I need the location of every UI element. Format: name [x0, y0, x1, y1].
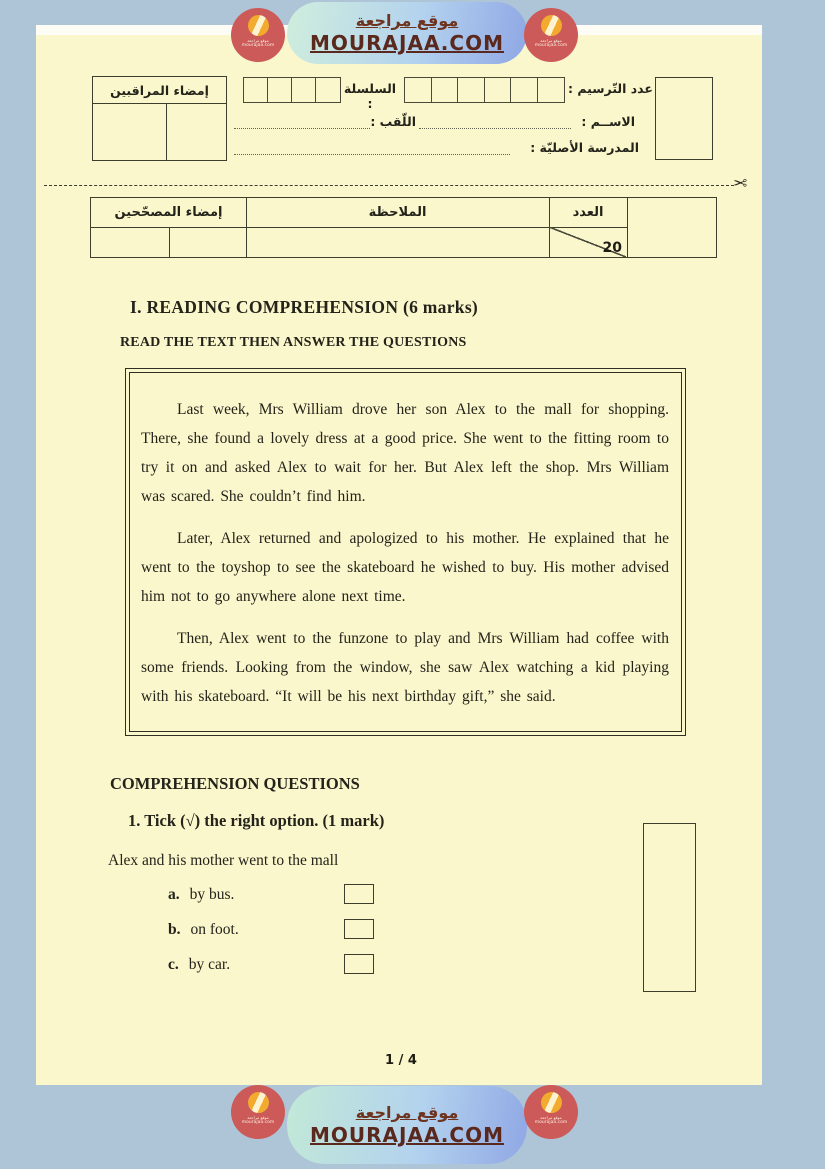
question-1-stem: Alex and his mother went to the mall: [108, 852, 339, 869]
site-logo-text-arabic: موقع مراجعة: [540, 38, 562, 43]
top-banner-site-name-arabic[interactable]: موقع مراجعة: [355, 11, 459, 30]
scissors-icon: ✂: [733, 174, 748, 194]
graders-signature-cell-divider: [169, 227, 170, 257]
series-number-boxes: [243, 77, 341, 103]
registration-number-boxes: [404, 77, 565, 103]
top-site-banner: [287, 2, 527, 64]
site-logo-bottom-left: [231, 1085, 285, 1139]
tickbox-option-b[interactable]: [344, 919, 374, 939]
supervisors-signature-cells: [93, 104, 226, 160]
site-logo-book-icon: [541, 15, 562, 36]
series-box-cell: [244, 78, 268, 102]
option-c: [168, 956, 230, 974]
site-logo-text-domain: mourajaa.com: [534, 43, 568, 48]
grading-table: [90, 197, 717, 258]
site-logo-text-arabic: موقع مراجعة: [247, 38, 269, 43]
tickbox-option-a[interactable]: [344, 884, 374, 904]
registration-box-cell: [538, 78, 565, 102]
registration-box-cell: [485, 78, 512, 102]
bottom-site-banner: [287, 1086, 527, 1164]
registration-number-label: عدد التّرسيم :: [568, 81, 653, 96]
section-title: I. READING COMPREHENSION (6 marks): [130, 297, 479, 317]
passage-paragraph-2: Later, Alex returned and apologized to his mother. He explained that he went to the toyshop to see the skateboard he wished to buy. His mother advised him not to go anywhere alone next time.: [141, 530, 669, 605]
answer-column-box: [643, 823, 696, 992]
registration-corner-box: [655, 77, 713, 160]
bottom-banner-site-name-arabic[interactable]: موقع مراجعة: [355, 1103, 459, 1122]
last-name-label: اللّقب :: [370, 114, 416, 129]
bottom-banner-site-domain-link[interactable]: MOURAJAA.COM: [310, 1123, 504, 1147]
option-a: [168, 886, 234, 904]
first-name-label: الاســم :: [581, 114, 635, 129]
question-1-prompt: 1. Tick (√) the right option. (1 mark): [128, 811, 385, 830]
cut-here-dashed-line: [44, 185, 734, 186]
reading-passage-box: [125, 368, 686, 736]
option-b-letter: b.: [168, 921, 181, 938]
registration-box-cell: [511, 78, 538, 102]
site-logo-book-icon: [248, 15, 269, 36]
mark-total-cell: [549, 227, 626, 257]
series-box-cell: [292, 78, 316, 102]
grading-table-divider: [627, 198, 628, 257]
site-logo-top-right: [524, 8, 578, 62]
site-logo-text-domain: mourajaa.com: [534, 1120, 568, 1125]
comprehension-questions-heading: COMPREHENSION QUESTIONS: [110, 774, 360, 793]
supervisors-signature-box: [92, 76, 227, 161]
supervisor-signature-cell-right: [167, 104, 226, 160]
option-a-text: by bus.: [189, 886, 235, 903]
supervisors-signature-label: إمضاء المراقبين: [93, 77, 226, 104]
site-logo-bottom-right: [524, 1085, 578, 1139]
site-logo-text-arabic: موقع مراجعة: [540, 1115, 562, 1120]
reading-passage: [129, 372, 682, 732]
site-logo-top-left: [231, 8, 285, 62]
option-b: [168, 921, 239, 939]
series-label: السلسلة :: [343, 81, 397, 111]
supervisor-signature-cell-left: [93, 104, 167, 160]
tickbox-option-c[interactable]: [344, 954, 374, 974]
option-c-letter: c.: [168, 956, 179, 973]
page-number: 1 / 4: [385, 1053, 417, 1068]
grading-table-row-divider: [91, 227, 627, 228]
registration-box-cell: [458, 78, 485, 102]
school-label: المدرسة الأصليّة :: [530, 140, 639, 155]
series-box-cell: [316, 78, 340, 102]
top-banner-site-domain-link[interactable]: MOURAJAA.COM: [310, 31, 504, 55]
series-box-cell: [268, 78, 292, 102]
site-logo-text-domain: mourajaa.com: [241, 43, 275, 48]
registration-box-cell: [432, 78, 459, 102]
option-b-text: on foot.: [190, 921, 239, 938]
first-name-write-line: [419, 128, 571, 129]
site-logo-book-icon: [541, 1092, 562, 1113]
option-a-letter: a.: [168, 886, 180, 903]
passage-paragraph-3: Then, Alex went to the funzone to play and Mrs William had coffee with some friends. Looking from the window, she saw Alex watching a kid playing with his skateboard. “It will be his next birthday gift,” she said.: [141, 630, 669, 705]
remark-header: الملاحظة: [368, 205, 427, 220]
total-mark-value: 20: [602, 240, 622, 256]
graders-signature-header: إمضاء المصحّحين: [114, 205, 223, 220]
school-write-line: [234, 154, 510, 155]
exam-paper-sheet: [36, 25, 762, 1085]
passage-paragraph-1: Last week, Mrs William drove her son Alex to the mall for shopping. There, she found a lovely dress at a good price. She went to the fitting room to try it on and asked Alex to wait for her. But Alex left the shop. Mrs William was scared. She couldn’t find him.: [141, 401, 669, 505]
registration-box-cell: [405, 78, 432, 102]
mark-header: العدد: [572, 205, 604, 220]
last-name-write-line: [234, 128, 370, 129]
site-logo-text-arabic: موقع مراجعة: [247, 1115, 269, 1120]
option-c-text: by car.: [188, 956, 231, 973]
site-logo-text-domain: mourajaa.com: [241, 1120, 275, 1125]
site-logo-book-icon: [248, 1092, 269, 1113]
section-instruction: READ THE TEXT THEN ANSWER THE QUESTIONS: [120, 335, 467, 350]
